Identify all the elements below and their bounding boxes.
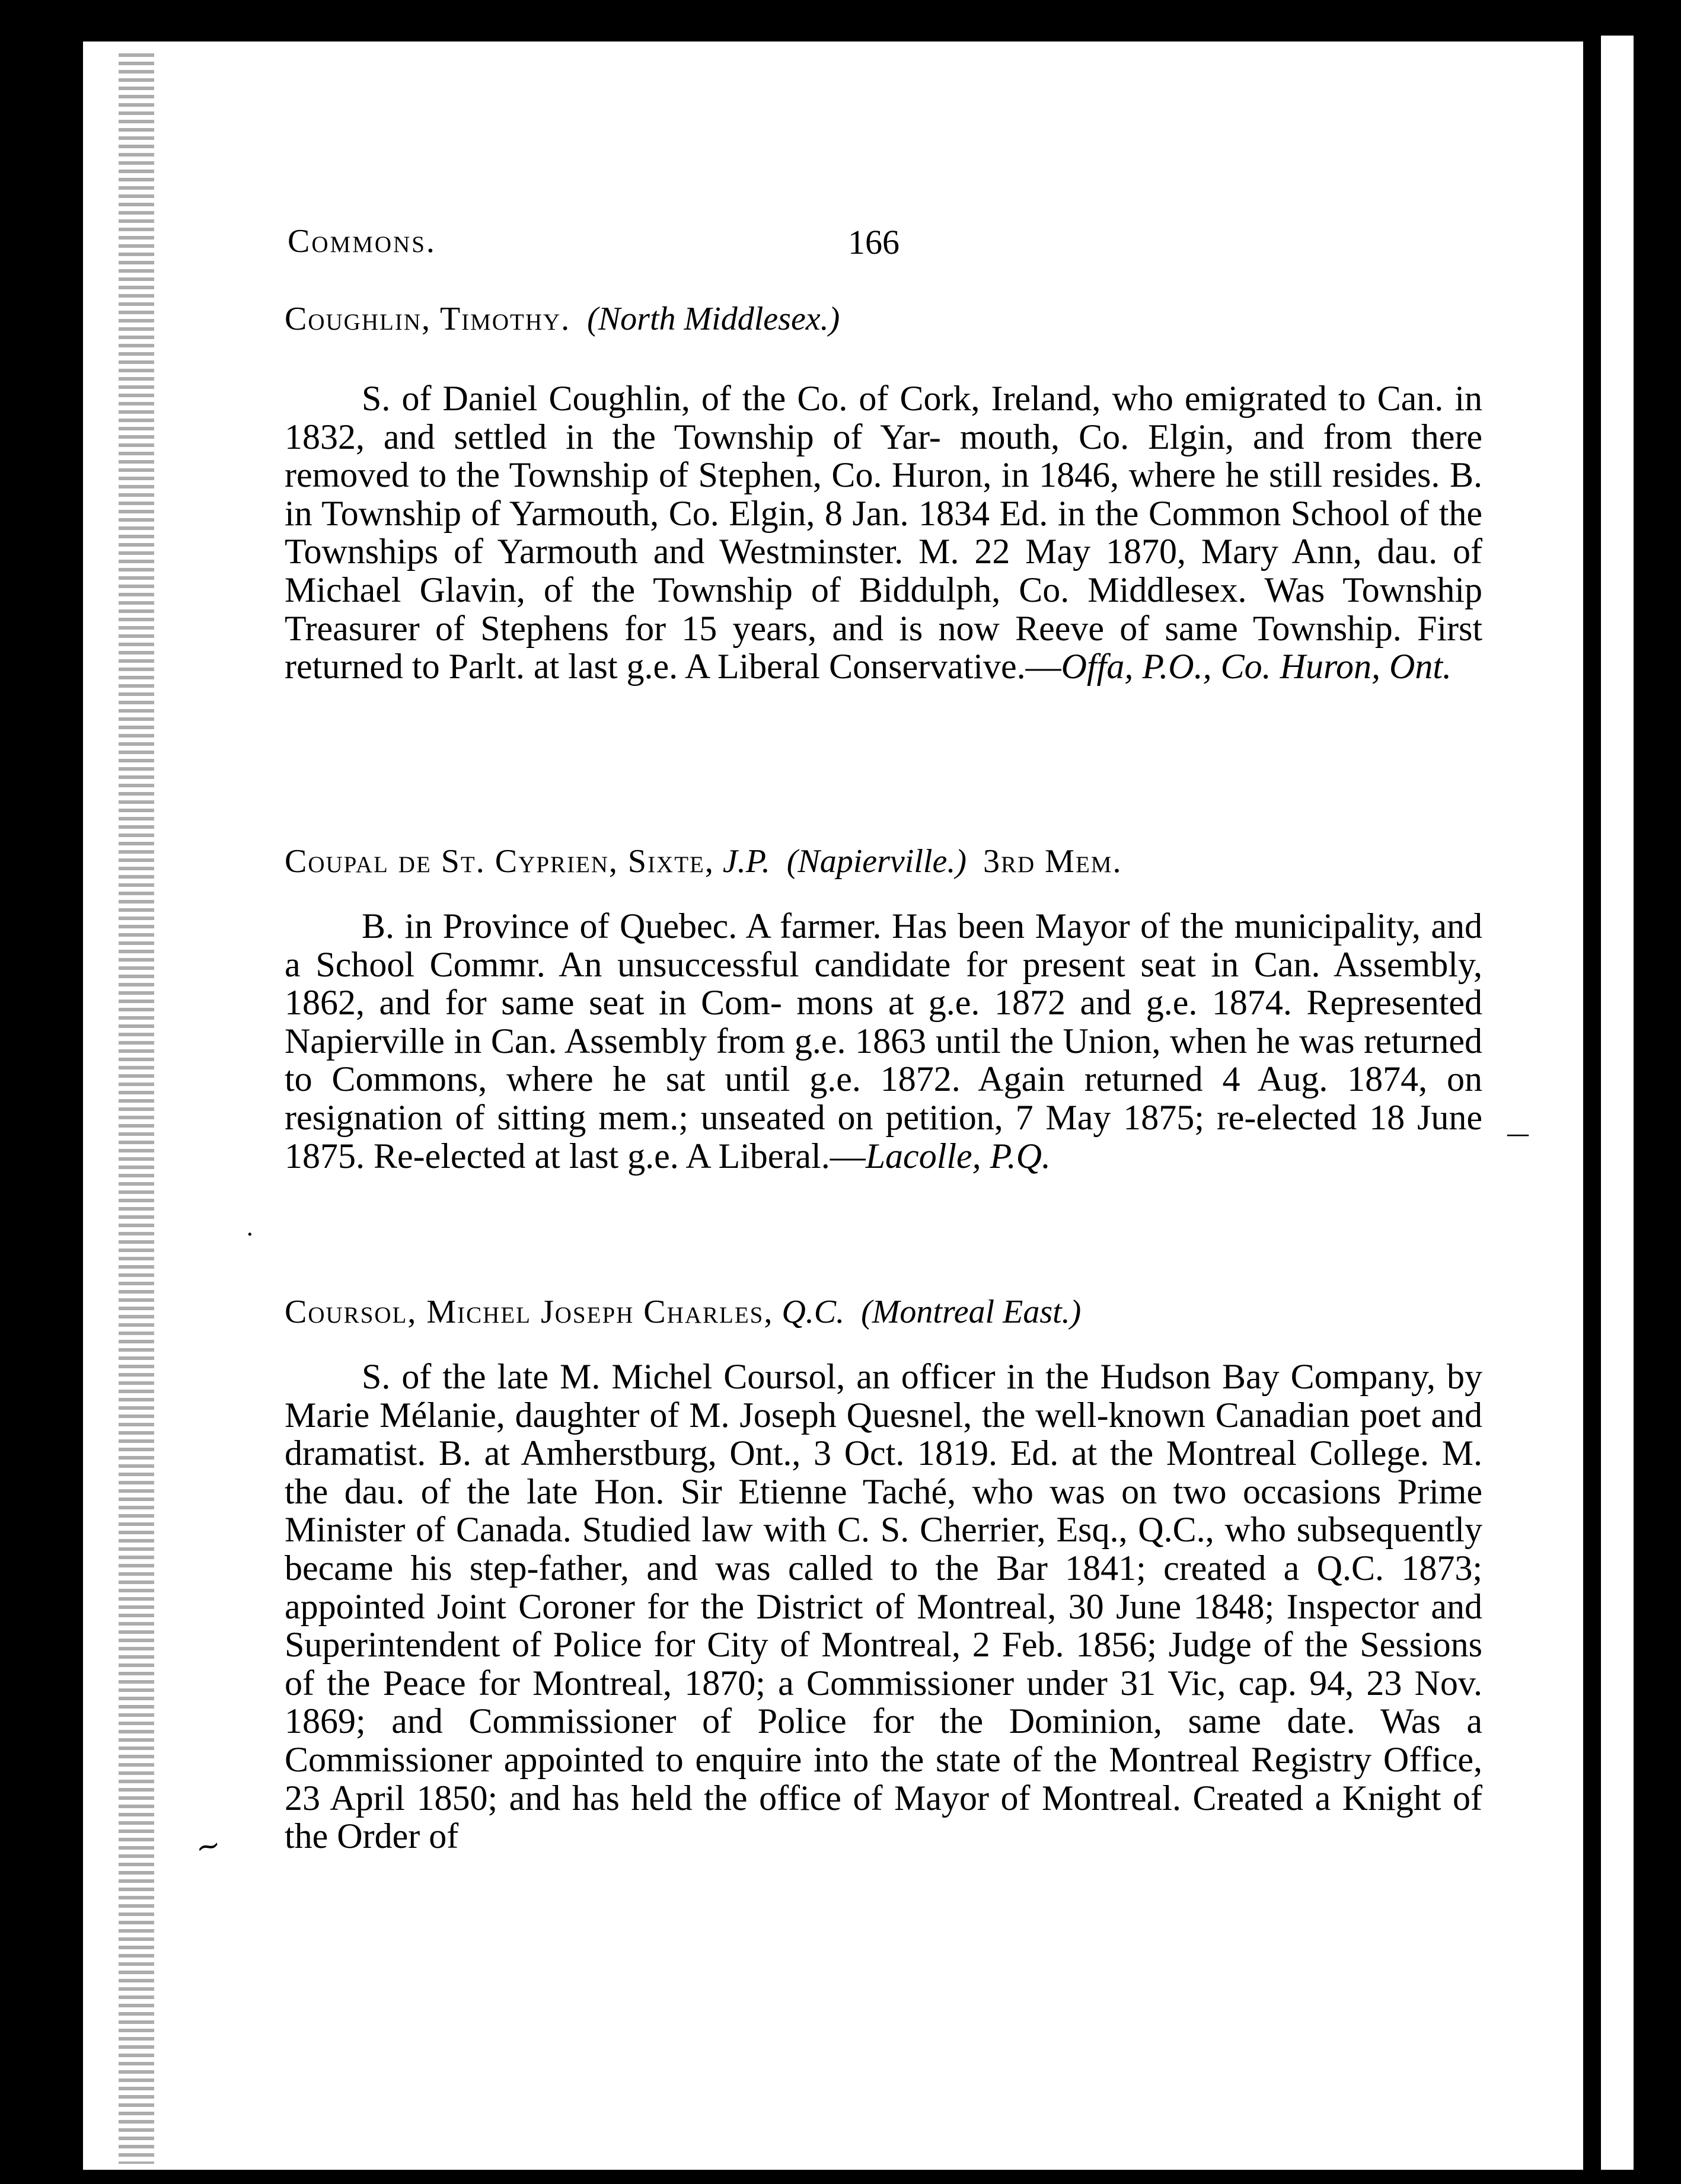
margin-mark: — [1506, 1120, 1530, 1148]
entry-heading [285, 842, 1482, 881]
page-edge-strip [1601, 36, 1634, 2170]
member-name: Coughlin, Timothy. [285, 301, 571, 337]
entry-body [285, 379, 1482, 686]
margin-mark: · [246, 1221, 254, 1249]
riding: (North Middlesex.) [587, 301, 840, 337]
entry-heading [285, 1292, 1482, 1332]
member-name: Coupal de St. Cyprien, Sixte, [285, 843, 714, 880]
running-head: Commons. [288, 223, 436, 260]
page-number: 166 [848, 223, 899, 261]
member-qualifier: J.P. [722, 843, 770, 880]
biography-text: S. of Daniel Coughlin, of the Co. of Cork, Ireland, who emigrated to Can. in 1832, and settled in the Township of Yar- mouth, Co. Elgin, and from there removed to the Township of Stephen, Co. Huron, in 1846, where he still resides. B. in Township of Yarmouth, Co. Elgin, 8 Jan. 1834 Ed. in the Common School of the Townships of Yarmouth and Westminster. M. 22 May 1870, Mary Ann, dau. of Michael Glavin, of the Township of Biddulph, Co. Middlesex. Was Township Treasurer of Stephens for 15 years, and is now Reeve of same Township. First returned to Parlt. at last g.e. A Liberal Conservative.— [285, 379, 1482, 687]
postal-address: Offa, P.O., Co. Huron, Ont. [1061, 647, 1452, 687]
entry-body [285, 907, 1482, 1175]
entry-heading [285, 299, 1482, 339]
postal-address: Lacolle, P.Q. [865, 1136, 1051, 1176]
member-seat: 3rd Mem. [983, 843, 1122, 880]
riding: (Montreal East.) [861, 1294, 1082, 1330]
biography-text: B. in Province of Quebec. A farmer. Has been Mayor of the municipality, and a School Commr. An unsuccessful candidate for present seat in Can. Assembly, 1862, and for same seat in Com- mons at g.e. 1872 and g.e. 1874. Represented Napierville in Can. Assembly from g.e. 1863 until the Union, when he was returned to Commons, where he sat until g.e. 1872. Again returned 4 Aug. 1874, on resignation of sitting mem.; unseated on petition, 7 May 1875; re-elected 18 June 1875. Re-elected at last g.e. A Liberal.— [285, 906, 1482, 1176]
binding-edge [119, 53, 154, 2164]
riding: (Napierville.) [786, 843, 967, 880]
member-qualifier: Q.C. [782, 1294, 845, 1330]
biography-text: S. of the late M. Michel Coursol, an officer in the Hudson Bay Company, by Marie Mélanie, daughter of M. Joseph Quesnel, the well-known Canadian poet and dramatist. B. at Amherstburg, Ont., 3 Oct. 1819. Ed. at the Montreal College. M. the dau. of the late Hon. Sir Etienne Taché, who was on two occasions Prime Minister of Canada. Studied law with C. S. Cherrier, Esq., Q.C., who subsequently became his step-father, and was called to the Bar 1841; created a Q.C. 1873; appointed Joint Coroner for the District of Montreal, 30 June 1848; Inspector and Superintendent of Police for City of Montreal, 2 Feb. 1856; Judge of the Sessions of the Peace for Montreal, 1870; a Commissioner under 31 Vic, cap. 94, 23 Nov. 1869; and Commissioner of Police for the Dominion, same date. Was a Commissioner appointed to enquire into the state of the Montreal Registry Office, 23 April 1850; and has held the office of Mayor of Montreal. Created a Knight of the Order of [285, 1357, 1482, 1856]
entry-body [285, 1358, 1482, 1856]
margin-mark: ~ [192, 1827, 224, 1866]
member-name: Coursol, Michel Joseph Charles, [285, 1294, 774, 1330]
